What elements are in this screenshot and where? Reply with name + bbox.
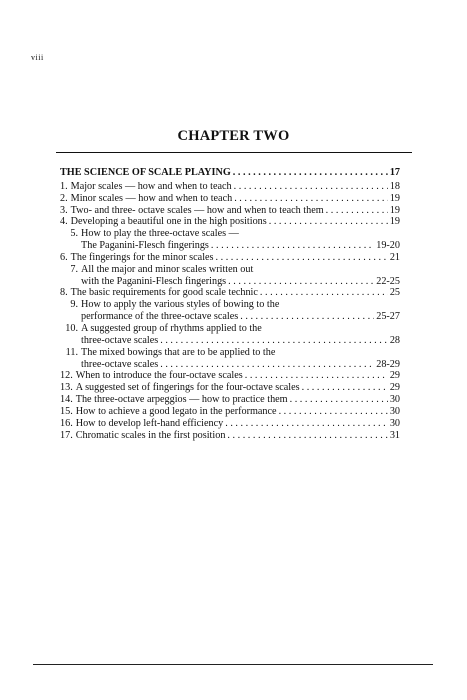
dot-leader	[240, 311, 374, 323]
entry-title: Chromatic scales in the first position	[75, 429, 226, 441]
entry-title: How to apply the various styles of bowing to the	[81, 299, 280, 311]
dot-leader	[233, 167, 388, 179]
entry-title: How to achieve a good legato in the performance	[75, 405, 277, 417]
entry-title: performance of the three-octave scales	[81, 311, 239, 323]
toc-entry	[60, 382, 400, 394]
dot-leader	[245, 370, 388, 382]
toc-entry-continuation	[60, 335, 400, 347]
dot-leader	[225, 418, 388, 430]
toc-entry	[60, 252, 400, 264]
entry-number: 7.	[70, 263, 78, 275]
toc-entry	[60, 323, 400, 335]
entry-title: How to develop left-hand efficiency	[75, 417, 224, 429]
entry-title: three-octave scales	[81, 334, 159, 346]
toc-entry-continuation	[60, 276, 400, 288]
dot-leader	[216, 252, 388, 264]
entry-page: 25	[389, 287, 400, 299]
entry-title: Minor scales — how and when to teach	[70, 192, 233, 204]
toc-entry	[60, 370, 400, 382]
bottom-rule	[33, 664, 433, 665]
entry-page: 21	[389, 251, 400, 263]
toc-entry	[60, 347, 400, 359]
section-heading-row	[60, 167, 400, 179]
entry-page: 19	[389, 216, 400, 228]
top-rule	[56, 152, 412, 153]
entry-title: The Paganini-Flesch fingerings	[81, 240, 209, 252]
dot-leader	[326, 205, 388, 217]
dot-leader	[160, 359, 374, 371]
entry-page: 28	[389, 334, 400, 346]
toc-entry	[60, 193, 400, 205]
entry-number: 16.	[60, 417, 73, 429]
entry-number: 5.	[70, 228, 78, 240]
entry-number: 9.	[70, 299, 78, 311]
entry-title: Major scales — how and when to teach	[70, 180, 232, 192]
entry-page: 30	[389, 405, 400, 417]
entry-page: 29	[389, 382, 400, 394]
entry-number: 14.	[60, 394, 73, 406]
toc-entry-continuation	[60, 311, 400, 323]
dot-leader	[234, 193, 388, 205]
toc-entry	[60, 205, 400, 217]
entry-number: 3.	[60, 204, 68, 216]
entry-title: with the Paganini-Flesch fingerings	[81, 275, 227, 287]
entry-page: 22-25	[376, 275, 400, 287]
chapter-title: CHAPTER TWO	[177, 128, 290, 144]
dot-leader	[269, 216, 388, 228]
entry-number: 6.	[60, 251, 68, 263]
entry-title: How to play the three-octave scales —	[81, 228, 239, 240]
dot-leader	[234, 181, 388, 193]
entry-page: 18	[389, 180, 400, 192]
section-page: 17	[389, 167, 400, 178]
entry-page: 30	[389, 394, 400, 406]
entry-number: 8.	[60, 287, 68, 299]
toc-entry	[60, 406, 400, 418]
entry-page: 19	[389, 204, 400, 216]
entry-page: 19-20	[376, 240, 400, 252]
toc-entry	[60, 181, 400, 193]
toc-entry	[60, 287, 400, 299]
entry-title: A suggested set of fingerings for the four-octave scales	[75, 382, 300, 394]
entry-title: The mixed bowings that are to be applied to the	[81, 346, 276, 358]
dot-leader	[160, 335, 388, 347]
entry-title: Developing a beautiful one in the high positions	[70, 216, 267, 228]
toc-entry	[60, 228, 400, 240]
dot-leader	[290, 394, 388, 406]
dot-leader	[227, 430, 387, 442]
entry-title: The basic requirements for good scale technic	[70, 287, 258, 299]
dot-leader	[302, 382, 388, 394]
toc-entry	[60, 394, 400, 406]
entry-title: A suggested group of rhythms applied to the	[81, 322, 262, 334]
entry-number: 2.	[60, 192, 68, 204]
toc-entry	[60, 430, 400, 442]
entry-page: 29	[389, 370, 400, 382]
entry-number: 15.	[60, 405, 73, 417]
entry-page: 25-27	[376, 311, 400, 323]
page-number: viii	[31, 53, 44, 62]
entry-number: 10.	[65, 322, 78, 334]
dot-leader	[228, 276, 374, 288]
toc-entry	[60, 299, 400, 311]
table-of-contents	[60, 167, 400, 441]
entry-title: Two- and three- octave scales — how and when to teach them	[70, 204, 324, 216]
dot-leader	[279, 406, 388, 418]
entry-page: 19	[389, 192, 400, 204]
toc-entry	[60, 264, 400, 276]
entry-title: three-octave scales	[81, 358, 159, 370]
toc-entry-continuation	[60, 359, 400, 371]
toc-entry-continuation	[60, 240, 400, 252]
entry-number: 17.	[60, 429, 73, 441]
toc-entry	[60, 418, 400, 430]
entry-title: All the major and minor scales written out	[81, 263, 254, 275]
entry-number: 11.	[65, 346, 78, 358]
entry-number: 13.	[60, 382, 73, 394]
entry-page: 28-29	[376, 358, 400, 370]
dot-leader	[260, 287, 388, 299]
entry-page: 31	[389, 429, 400, 441]
dot-leader	[211, 240, 374, 252]
toc-entries	[60, 181, 400, 442]
entry-number: 12.	[60, 370, 73, 382]
entry-title: When to introduce the four-octave scales	[75, 370, 243, 382]
entry-title: The fingerings for the minor scales	[70, 251, 214, 263]
entry-number: 1.	[60, 180, 68, 192]
section-title: THE SCIENCE OF SCALE PLAYING	[60, 167, 231, 178]
entry-number: 4.	[60, 216, 68, 228]
toc-entry	[60, 216, 400, 228]
entry-page: 30	[389, 417, 400, 429]
entry-title: The three-octave arpeggios — how to practice them	[75, 394, 288, 406]
